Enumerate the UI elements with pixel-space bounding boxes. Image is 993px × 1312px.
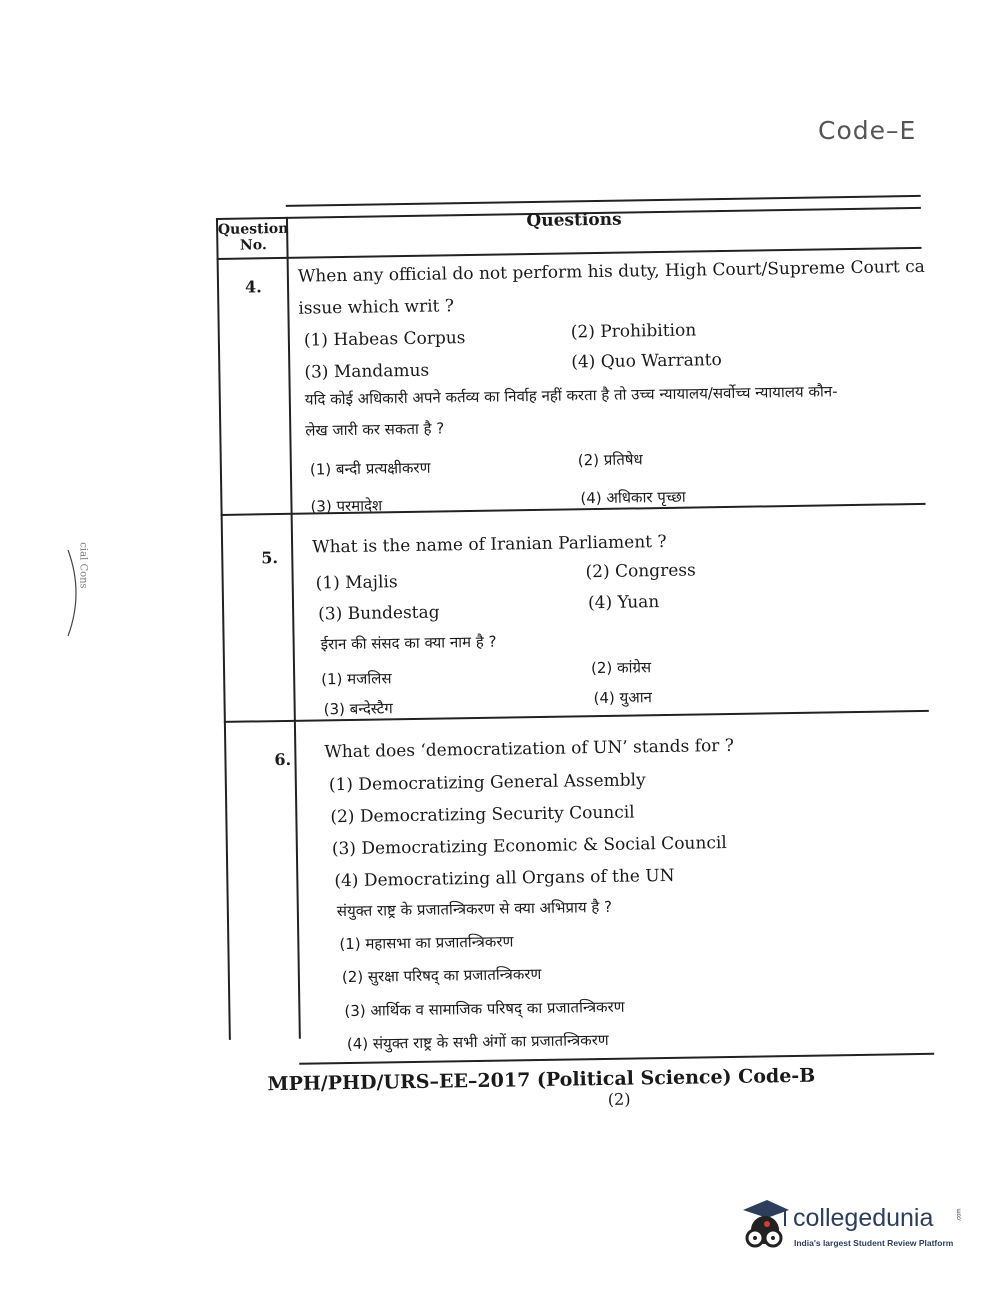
option-hi: (1) मजलिस bbox=[321, 669, 392, 689]
question-text-en: What does ‘democratization of UN’ stands for ? bbox=[324, 735, 735, 763]
option-en: (1) Majlis bbox=[315, 572, 398, 594]
question-number: 6. bbox=[274, 749, 292, 770]
side-stamp-text: cial Cons bbox=[77, 542, 89, 589]
mascot-icon bbox=[733, 1196, 791, 1256]
option-hi: (1) महासभा का प्रजातन्त्रिकरण bbox=[339, 932, 514, 954]
option-hi: (2) कांग्रेस bbox=[590, 658, 652, 678]
header-question-no: Question No. bbox=[217, 220, 289, 254]
option-en: (2) Prohibition bbox=[570, 320, 697, 343]
logo-domain: .com bbox=[956, 1208, 963, 1222]
option-en: (3) Democratizing Economic & Social Council bbox=[331, 833, 727, 860]
option-en: (3) Mandamus bbox=[304, 360, 430, 383]
option-hi: (1) बन्दी प्रत्यक्षीकरण bbox=[309, 458, 431, 479]
option-hi: (3) बन्देस्टैग bbox=[323, 699, 393, 719]
option-en: (2) Congress bbox=[585, 560, 696, 583]
option-en: (1) Habeas Corpus bbox=[303, 328, 466, 351]
question-text-hi: यदि कोई अधिकारी अपने कर्तव्य का निर्वाह नहीं करता है तो उच्च न्यायालय/सर्वोच्च न्यायालय कौन- bbox=[304, 382, 838, 409]
question-text-en: issue which writ ? bbox=[298, 296, 455, 319]
option-hi: (2) प्रतिषेध bbox=[577, 450, 643, 470]
option-hi: (4) युआन bbox=[593, 688, 653, 708]
question-text-en: When any official do not perform his duty, High Court/Supreme Court ca bbox=[297, 256, 925, 287]
option-en: (4) Quo Warranto bbox=[571, 350, 722, 373]
table-bottom-border bbox=[299, 1053, 934, 1065]
footer-title: MPH/PHD/URS–EE–2017 (Political Science) Code-B bbox=[267, 1064, 816, 1096]
collegedunia-logo bbox=[733, 1196, 963, 1262]
logo-tagline: India's largest Student Review Platform bbox=[794, 1238, 954, 1248]
question-number: 4. bbox=[244, 277, 262, 297]
code-label: Code–E bbox=[818, 116, 917, 145]
option-en: (4) Yuan bbox=[587, 592, 660, 614]
option-en: (4) Democratizing all Organs of the UN bbox=[334, 865, 675, 892]
option-hi: (4) संयुक्त राष्ट्र के सभी अंगों का प्रजातन्त्रिकरण bbox=[346, 1030, 609, 1054]
question-number: 5. bbox=[261, 548, 279, 568]
option-hi: (4) अधिकार पृच्छा bbox=[580, 487, 686, 508]
table-column-divider bbox=[286, 217, 301, 1039]
question-text-hi: ईरान की संसद का क्या नाम है ? bbox=[320, 632, 497, 654]
option-hi: (3) परमादेश bbox=[310, 496, 383, 516]
header-questions: Questions bbox=[526, 209, 622, 232]
table-left-border bbox=[216, 218, 231, 1040]
page-number: (2) bbox=[607, 1089, 631, 1109]
logo-wordmark: collegedunia bbox=[793, 1204, 934, 1232]
option-en: (1) Democratizing General Assembly bbox=[328, 770, 646, 796]
table-top-border bbox=[286, 195, 921, 207]
question-text-hi: लेख जारी कर सकता है ? bbox=[305, 419, 445, 440]
option-hi: (3) आर्थिक व सामाजिक परिषद् का प्रजातन्त्रिकरण bbox=[344, 997, 625, 1021]
question-text-hi: संयुक्त राष्ट्र के प्रजातन्त्रिकरण से क्या अभिप्राय है ? bbox=[336, 897, 613, 921]
option-en: (3) Bundestag bbox=[318, 602, 440, 625]
question-text-en: What is the name of Iranian Parliament ? bbox=[311, 531, 667, 558]
option-hi: (2) सुरक्षा परिषद् का प्रजातन्त्रिकरण bbox=[341, 964, 542, 987]
option-en: (2) Democratizing Security Council bbox=[330, 802, 635, 828]
